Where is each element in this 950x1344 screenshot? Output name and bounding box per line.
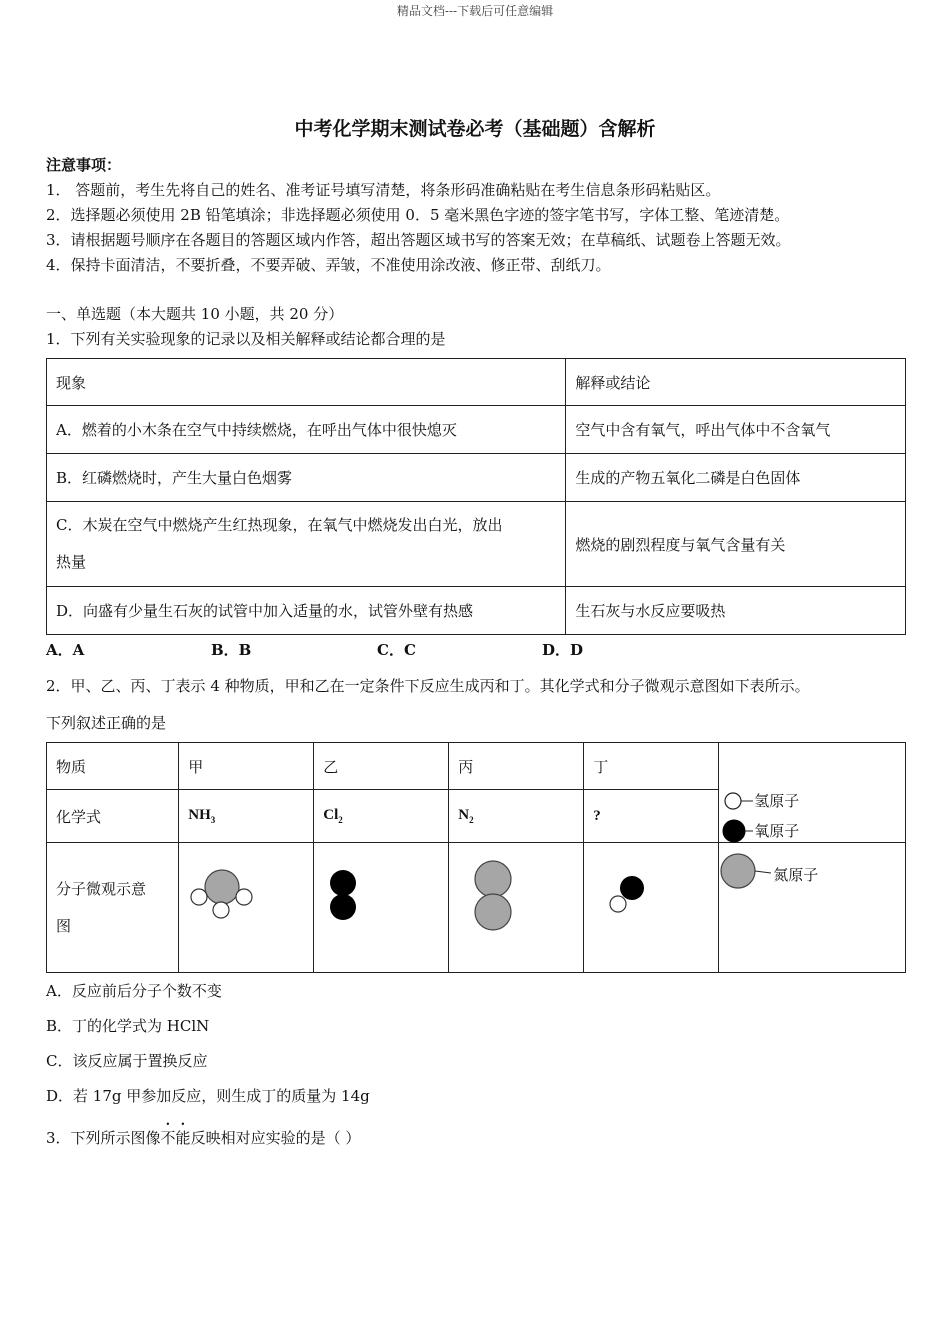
legend-nitrogen-label: 氮原子	[773, 866, 819, 884]
q1-row-d-explanation: 生石灰与水反应要吸热	[566, 587, 906, 635]
q2-formula-yi: $Cl_2$	[314, 790, 449, 843]
q1-row-c-line2: 热量	[56, 553, 87, 571]
q2-molecule-jia	[179, 843, 314, 973]
page-header: 精品文档---下载后可任意编辑	[396, 4, 554, 18]
q1-row-a-explanation: 空气中含有氧气，呼出气体中不含氧气	[566, 406, 906, 454]
q1-row-c-explanation: 燃烧的剧烈程度与氧气含量有关	[566, 502, 906, 587]
q1-header-phenomenon: 现象	[47, 359, 566, 406]
q2-label-diagram-line1: 分子微观示意	[56, 879, 147, 898]
q3-stem	[46, 1120, 360, 1148]
q1-option-d[interactable]: D．D	[542, 641, 584, 659]
q1-row-b-explanation: 生成的产物五氧化二磷是白色固体	[566, 454, 906, 502]
q2-formula-jia: $NH_3$	[179, 790, 314, 843]
q1-row-a-phenomenon: A．燃着的小木条在空气中持续燃烧，在呼出气体中很快熄灭	[47, 406, 566, 454]
oxygen-atom-icon	[723, 820, 745, 842]
q2-label-substance: 物质	[47, 743, 179, 790]
q2-legend-cell-2	[719, 843, 906, 973]
q1-row-c-line1: C．木炭在空气中燃烧产生红热现象，在氧气中燃烧发出白光，放出	[56, 516, 503, 534]
q2-option-a[interactable]: A．反应前后分子个数不变	[46, 982, 222, 1000]
legend-hydrogen-label: 氢原子	[754, 792, 800, 810]
q1-stem: 1．下列有关实验现象的记录以及相关解释或结论都合理的是	[46, 330, 446, 348]
q1-row-c-phenomenon	[47, 502, 566, 587]
q2-molecule-yi	[314, 843, 449, 973]
legend-line	[755, 871, 771, 873]
q2-option-b[interactable]: B．丁的化学式为 HClN	[46, 1017, 210, 1035]
section-heading: 一、单选题（本大题共 10 小题，共 20 分）	[46, 305, 344, 323]
q1-option-a[interactable]: A．A	[46, 641, 85, 659]
q1-option-c[interactable]: C．C	[377, 641, 416, 659]
q2-stem-2: 下列叙述正确的是	[46, 714, 167, 732]
q1-option-b[interactable]: B．B	[211, 641, 252, 659]
q2-legend-cell	[719, 743, 906, 843]
q1-row-b-phenomenon: B．红磷燃烧时，产生大量白色烟雾	[47, 454, 566, 502]
notice-item: 1． 答题前，考生先将自己的姓名、准考证号填写清楚，将条形码准确粘贴在考生信息条形码粘贴区。	[46, 181, 721, 199]
page-title: 中考化学期末测试卷必考（基础题）含解析	[294, 118, 656, 140]
q2-substance-yi: 乙	[314, 743, 449, 790]
q2-molecule-bing	[449, 843, 584, 973]
q3-stem-emphasis: 不能	[160, 1129, 191, 1147]
notice-item: 3．请根据题号顺序在各题目的答题区域内作答，超出答题区域书写的答案无效；在草稿纸、试题卷上答题无效。	[46, 231, 791, 249]
q1-table	[46, 358, 906, 635]
q2-table	[46, 742, 906, 973]
nitrogen-molecule-icon	[449, 843, 583, 972]
q3-stem-post: 反映相对应实验的是（ ）	[190, 1129, 361, 1147]
q2-substance-bing: 丙	[449, 743, 584, 790]
q3-stem-pre: 3．下列所示图像	[46, 1129, 161, 1147]
q2-label-diagram	[47, 843, 179, 973]
q2-label-formula: 化学式	[47, 790, 179, 843]
q2-option-d[interactable]: D．若 17g 甲参加反应，则生成丁的质量为 14g	[46, 1087, 370, 1105]
hydrogen-atom-icon	[725, 793, 741, 809]
notice-item: 4．保持卡面清洁，不要折叠，不要弄破、弄皱，不准使用涂改液、修正带、刮纸刀。	[46, 256, 611, 274]
q2-option-c[interactable]: C．该反应属于置换反应	[46, 1052, 208, 1070]
q2-legend	[719, 743, 909, 843]
q2-substance-ding: 丁	[584, 743, 719, 790]
q2-label-diagram-line2: 图	[56, 916, 72, 935]
q2-molecule-ding	[584, 843, 719, 973]
q1-row-d-phenomenon: D．向盛有少量生石灰的试管中加入适量的水，试管外壁有热感	[47, 587, 566, 635]
notice-heading: 注意事项：	[46, 156, 122, 174]
q2-formula-bing: $N_2$	[449, 790, 584, 843]
unknown-molecule-icon	[584, 843, 718, 972]
ammonia-molecule-icon	[179, 843, 313, 972]
q2-formula-ding: ?	[584, 790, 719, 843]
legend-oxygen-label: 氧原子	[754, 822, 800, 840]
nitrogen-atom-icon	[721, 854, 755, 888]
chlorine-molecule-icon	[314, 843, 448, 972]
q1-header-explanation: 解释或结论	[566, 359, 906, 406]
notice-item: 2．选择题必须使用 2B 铅笔填涂；非选择题必须使用 0．5 毫米黑色字迹的签字笔书写，字体工整、笔迹清楚。	[46, 206, 790, 224]
q2-stem: 2．甲、乙、丙、丁表示 4 种物质，甲和乙在一定条件下反应生成丙和丁。其化学式和分子微观示意图如下表所示。	[46, 677, 810, 695]
q2-substance-jia: 甲	[179, 743, 314, 790]
